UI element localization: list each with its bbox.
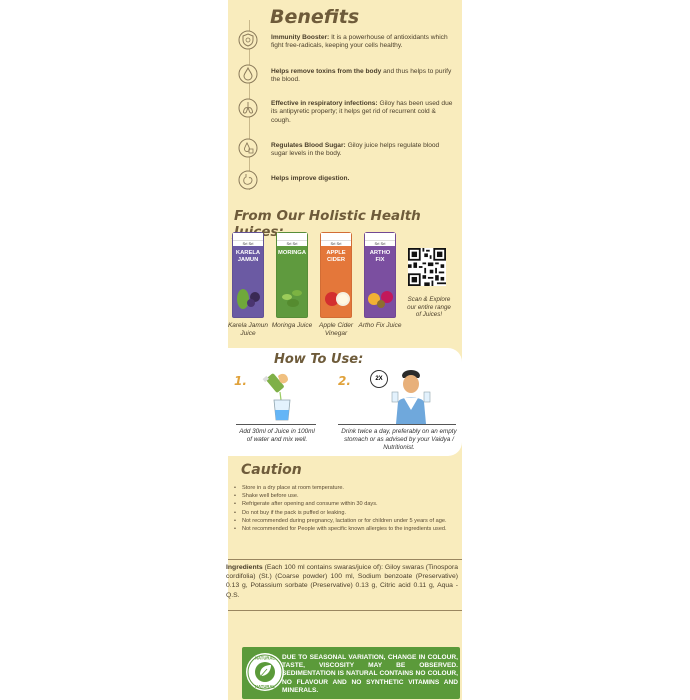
person-drinking-illustration: [386, 366, 436, 424]
caution-title: Caution: [241, 462, 302, 478]
seal-top-text: NATURAL: [255, 655, 275, 661]
step-2-text: Drink twice a day, preferably on an empty stomach or as advised by your Vaidya / Nutritionist.: [341, 428, 457, 451]
caution-item: • Do not buy if the pack is puffed or leaking.: [230, 510, 450, 518]
benefit-toxins-text: and thus helps to purify the blood.: [271, 68, 452, 84]
ingredients-text: [226, 563, 458, 600]
ingredients-bottom-divider: [228, 610, 462, 611]
bottle-brand: Sri Sri: [233, 241, 263, 246]
benefit-immunity-bold: Immunity Booster:: [271, 34, 330, 41]
herbs-image: [365, 277, 397, 311]
juices-title: From Our Holistic Health: [234, 208, 421, 224]
benefit-immunity-text: It is a powerhouse of antioxidants which fight free-radicals, keeping your cells healthy.: [271, 34, 448, 50]
bottle-cap: [277, 233, 307, 241]
juice-label-moringa: Moringa Juice: [271, 322, 313, 329]
product-info-panel: [228, 0, 462, 700]
step-1-number: 1.: [234, 374, 247, 388]
bottle-cap: [233, 233, 263, 241]
caution-item: • Store in a dry place at room temperature.: [230, 485, 450, 493]
bottle-name: KARELA JAMUN: [235, 250, 261, 263]
step-2-number: 2.: [338, 374, 351, 388]
caution-item: • Shake well before use.: [230, 493, 450, 501]
pour-juice-illustration: [254, 370, 304, 422]
benefit-respiratory-text: Giloy has been used due its antipyretic property; it helps get rid of recurrent cold & cough.: [271, 100, 453, 124]
benefit-blood-sugar-bold: Regulates Blood Sugar:: [271, 142, 346, 149]
karela-fruit-image: [233, 277, 265, 311]
blood-drop-icon: [236, 62, 260, 86]
twice-badge: 2X: [370, 370, 388, 388]
bottle-name: APPLE CIDER: [326, 250, 346, 263]
lungs-icon: [236, 96, 260, 120]
apple-image: [321, 277, 353, 311]
juice-label-artho-fix: Artho Fix Juice: [358, 322, 402, 329]
caution-list: [230, 485, 450, 534]
natural-notice-box: [242, 647, 460, 699]
benefit-toxins-bold: Helps remove toxins from the body: [271, 68, 382, 75]
ingredients-top-divider: [228, 559, 462, 560]
product-bottle-karela-jamun: [232, 232, 264, 318]
bottle-brand: Sri Sri: [277, 241, 307, 246]
product-bottle-artho-fix: [364, 232, 396, 318]
shield-cell-icon: [236, 28, 260, 52]
seal-bottom-text: NATURAL: [255, 684, 275, 689]
bottle-brand: Sri Sri: [365, 241, 395, 246]
benefit-respiratory-bold: Effective in respiratory infections:: [271, 100, 378, 107]
step-2-divider: [338, 424, 456, 425]
benefit-digestion: [271, 175, 457, 183]
caution-item: • Not recommended during pregnancy, lactation or for children under 5 years of age.: [230, 518, 450, 526]
caution-item: • Refrigerate after opening and consume within 30 days.: [230, 501, 450, 509]
ingredients-body: (Each 100 ml contains swaras/juice of): Giloy swaras (Tinospora cordifolia) (St.) (Coarse powder) 100 ml, Sodium benzoate (Preservative) 0.13 g, Potassium sorbate (Preservative) 0.13 g, Citric acid 0.11 g, Aqua - Q.S.: [226, 564, 458, 599]
ingredients-label: Ingredients: [226, 564, 263, 571]
product-bottle-apple-cider: [320, 232, 352, 318]
benefit-toxins: [271, 68, 457, 85]
juice-label-karela-jamun: Karela Jamun Juice: [227, 322, 269, 337]
bottle-name: ARTHO FIX: [369, 250, 391, 263]
moringa-leaf-image: [277, 277, 309, 311]
bottle-cap: [365, 233, 395, 241]
benefit-digestion-bold: Helps improve digestion.: [271, 175, 350, 182]
step-1-divider: [236, 424, 316, 425]
product-bottle-moringa: [276, 232, 308, 318]
blood-sugar-icon: [236, 136, 260, 160]
scan-text: Scan & Explore our entire range of Juices!: [407, 296, 451, 319]
benefit-blood-sugar: [271, 142, 457, 159]
bottle-brand: Sri Sri: [321, 241, 351, 246]
juice-label-apple-cider: Apple Cider Vinegar: [319, 322, 353, 337]
natural-notice-text: DUE TO SEASONAL VARIATION, CHANGE IN COLOUR, TASTE, VISCOSITY MAY BE OBSERVED. SEDIMENTATION IS NATURAL CONTAINS NO COLOUR, NO FLAVOUR AND NO SYNTHETIC VITAMINS AND MINERALS.: [282, 654, 458, 694]
step-1-text: Add 30ml of Juice in 100ml of water and mix well.: [239, 428, 315, 443]
caution-item: • Not recommended for People with specific known allergies to the ingredients used.: [230, 526, 450, 534]
stomach-icon: [236, 168, 260, 192]
bottle-cap: [321, 233, 351, 241]
natural-seal-icon: [245, 652, 285, 692]
benefits-title: Benefits: [270, 6, 360, 28]
how-to-use-title: How To Use:: [274, 352, 364, 367]
benefit-immunity: [271, 34, 457, 51]
qr-code[interactable]: [408, 248, 446, 286]
benefit-respiratory: [271, 100, 457, 125]
benefit-blood-sugar-text: Giloy juice helps regulate blood sugar levels in the body.: [271, 142, 440, 158]
bottle-name: MORINGA: [277, 250, 307, 256]
